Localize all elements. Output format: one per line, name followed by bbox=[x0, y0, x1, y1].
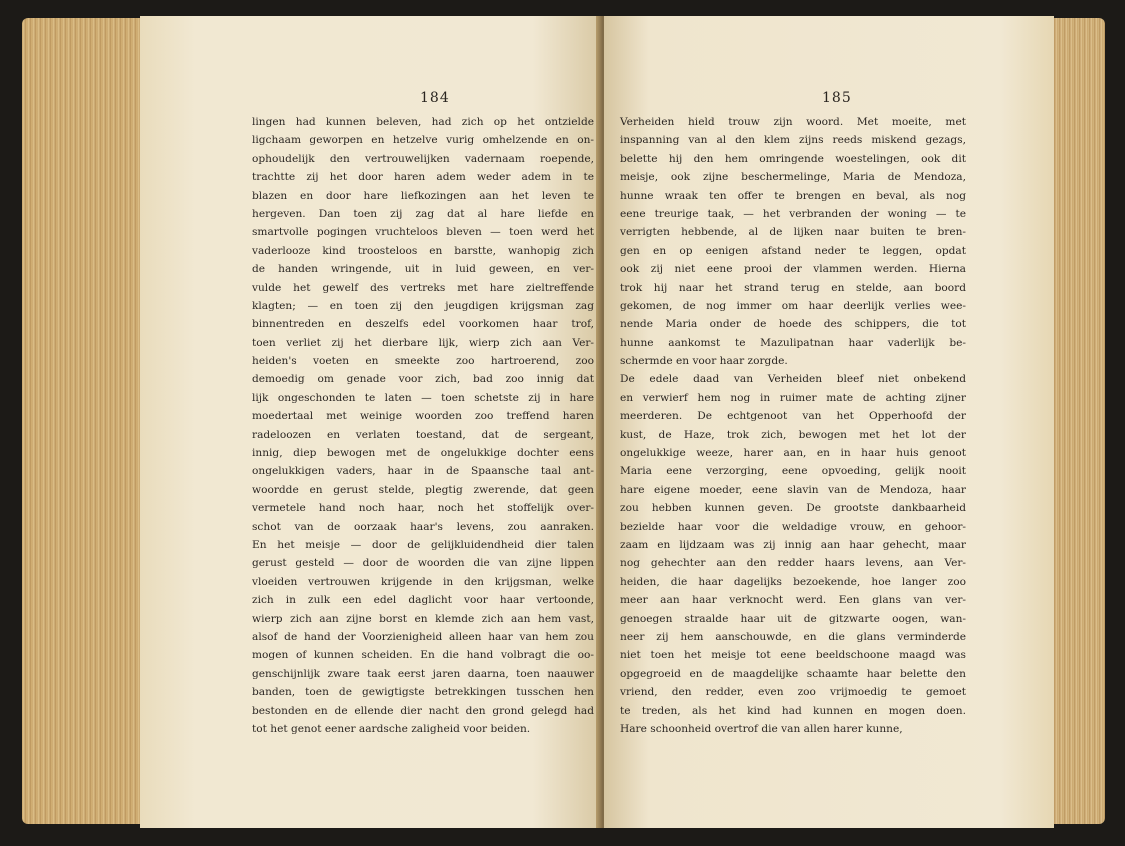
text-line: gekomen, de nog immer om haar deerlijk verlies wee- bbox=[620, 299, 966, 312]
text-line: lijk ongeschonden te laten — toen schetste zij in hare bbox=[252, 391, 594, 404]
text-line: genschijnlijk zware taak eerst jaren daarna, toen naauwer bbox=[252, 667, 594, 680]
text-line: banden, toen de gewigtigste betrekkingen tusschen hen bbox=[252, 686, 594, 699]
text-line: ligchaam geworpen en hetzelve vurig omhelzende en on- bbox=[252, 134, 594, 147]
text-line: gerust gesteld — door de woorden die van zijne lippen bbox=[252, 557, 594, 570]
text-line: vaderlooze kind troosteloos en barstte, wanhopig zich bbox=[252, 244, 594, 257]
text-line: hergeven. Dan toen zij zag dat al hare liefde en bbox=[252, 207, 594, 220]
page-edges-left bbox=[22, 18, 150, 824]
page-number: 185 bbox=[822, 90, 852, 106]
text-line: en verwierf hem nog in ruimer mate de achting zijner bbox=[620, 391, 966, 404]
text-line: vulde het gewelf des vertreks met hare zieltreffende bbox=[252, 281, 594, 294]
text-line: ook zij niet eene prooi der vlammen werden. Hierna bbox=[620, 263, 966, 276]
text-line: binnentreden en deszelfs edel voorkomen haar trof, bbox=[252, 318, 594, 331]
text-line: genoegen straalde haar uit de gitzwarte oogen, wan- bbox=[620, 612, 966, 625]
text-line: heiden, die haar dagelijks bezoekende, hoe langer zoo bbox=[620, 575, 966, 588]
text-line: zou hebben kunnen geven. De grootste dankbaarheid bbox=[620, 502, 966, 515]
text-line: wierp zich aan zijne borst en klemde zich aan hem vast, bbox=[252, 612, 594, 625]
text-line: de handen wringende, uit in luid geween, en ver- bbox=[252, 263, 594, 276]
text-line: hare eigene moeder, eene slavin van de Mendoza, haar bbox=[620, 483, 966, 496]
text-line: vriend, den redder, even zoo vrijmoedig te gemoet bbox=[620, 686, 966, 699]
text-line: zich in zulk een edel daglicht voor haar vertoonde, bbox=[252, 594, 594, 607]
text-line: nog gehechter aan den redder haars levens, aan Ver- bbox=[620, 557, 966, 570]
text-line: innig, diep bewogen met de ongelukkige dochter eens bbox=[252, 447, 594, 460]
text-line: mogen of kunnen scheiden. En die hand volbragt die oo- bbox=[252, 649, 594, 662]
text-line: bestonden en de ellende dier nacht den grond gelegd had bbox=[252, 704, 594, 717]
text-line: opgegroeid en de maagdelijke schaamte haar belette den bbox=[620, 667, 966, 680]
text-line: hunne wraak ten offer te brengen en beval, als nog bbox=[620, 189, 966, 202]
text-line: meer aan haar verknocht werd. Een glans van ver- bbox=[620, 594, 966, 607]
text-line: niet toen het meisje tot eene beeldschoone maagd was bbox=[620, 649, 966, 662]
text-line: heiden's voeten en smeekte zoo hartroerend, zoo bbox=[252, 355, 594, 368]
page-number: 184 bbox=[420, 90, 450, 106]
text-line: meisje, ook zijne beschermelinge, Maria de Mendoza, bbox=[620, 171, 966, 184]
text-line: verrigten hebbende, al de lijken naar buiten te bren- bbox=[620, 226, 966, 239]
text-line: lingen had kunnen beleven, had zich op het ontzielde bbox=[252, 116, 594, 128]
text-line: demoedig om genade voor zich, bad zoo innig dat bbox=[252, 373, 594, 386]
left-page bbox=[140, 16, 602, 828]
page-body-text bbox=[252, 113, 594, 738]
text-line: gen en op eenigen afstand neder te leggen, opdat bbox=[620, 244, 966, 257]
text-line: kust, de Haze, trok zich, bewogen met het lot der bbox=[620, 428, 966, 441]
text-line: nende Maria onder de hoede des schippers, die tot bbox=[620, 318, 966, 331]
text-line: schermde en voor haar zorgde. bbox=[620, 355, 788, 368]
text-line: ophoudelijk den vertrouwelijken vadernaam roepende, bbox=[252, 152, 594, 165]
right-page bbox=[604, 16, 1054, 828]
text-line: vloeiden vertrouwen krijgende in den krijgsman, welke bbox=[252, 575, 594, 588]
text-line: trok hij naar het strand terug en stelde, aan boord bbox=[620, 281, 966, 294]
text-line: te treden, als het kind had kunnen en mogen doen. bbox=[620, 704, 966, 717]
text-line: alsof de hand der Voorzienigheid alleen haar van hem zou bbox=[252, 630, 594, 643]
text-line: ongelukkigen vaders, haar in de Spaansche taal ant- bbox=[252, 465, 594, 478]
text-line: moedertaal met weinige woorden zoo treffend haren bbox=[252, 410, 594, 423]
text-line: vermetele hand noch haar, noch het stoffelijk over- bbox=[252, 502, 594, 515]
text-line: blazen en door hare liefkozingen aan het leven te bbox=[252, 189, 594, 202]
text-line: De edele daad van Verheiden bleef niet onbekend bbox=[620, 373, 966, 386]
text-line: meerderen. De echtgenoot van het Opperhoofd der bbox=[620, 410, 966, 423]
text-line: hunne aankomst te Mazulipatnan haar vaderlijk be- bbox=[620, 336, 966, 349]
text-line: Maria eene verzorging, eene opvoeding, gelijk nooit bbox=[620, 465, 966, 478]
text-line: inspanning van al den klem zijns reeds miskend gezags, bbox=[620, 134, 966, 147]
text-line: En het meisje — door de gelijkluidendheid dier talen bbox=[252, 538, 594, 551]
text-line: tot het genot eener aardsche zaligheid voor beiden. bbox=[252, 722, 531, 735]
text-line: zaam en lijdzaam was zij innig aan haar gehecht, maar bbox=[620, 538, 966, 551]
text-line: schot van de oorzaak haar's levens, zou aanraken. bbox=[252, 520, 594, 533]
text-line: Verheiden hield trouw zijn woord. Met moeite, met bbox=[620, 116, 966, 128]
text-line: radeloozen en verlaten toestand, dat de sergeant, bbox=[252, 428, 594, 441]
text-line: Hare schoonheid overtrof die van allen harer kunne, bbox=[620, 722, 903, 735]
text-line: bezielde haar voor die weldadige vrouw, en gehoor- bbox=[620, 520, 966, 533]
text-line: smartvolle pogingen vruchteloos bleven — toen werd het bbox=[252, 226, 594, 239]
text-line: woordde en gerust stelde, plegtig zwerende, dat geen bbox=[252, 483, 594, 496]
text-line: neer zij hem aanschouwde, en die glans verminderde bbox=[620, 630, 966, 643]
text-line: trachtte zij het door haren adem weder adem in te bbox=[252, 171, 594, 184]
page-body-text bbox=[620, 113, 966, 738]
text-line: eene treurige taak, — het verbranden der woning — te bbox=[620, 207, 966, 220]
text-line: toen verliet zij het dierbare lijk, wierp zich aan Ver- bbox=[252, 336, 594, 349]
text-line: ongelukkige weeze, harer aan, en in haar huis genoot bbox=[620, 447, 966, 460]
text-line: belette hij den hem omringende woestelingen, ook dit bbox=[620, 152, 966, 165]
text-line: klagten; — en toen zij den jeugdigen krijgsman zag bbox=[252, 299, 594, 312]
